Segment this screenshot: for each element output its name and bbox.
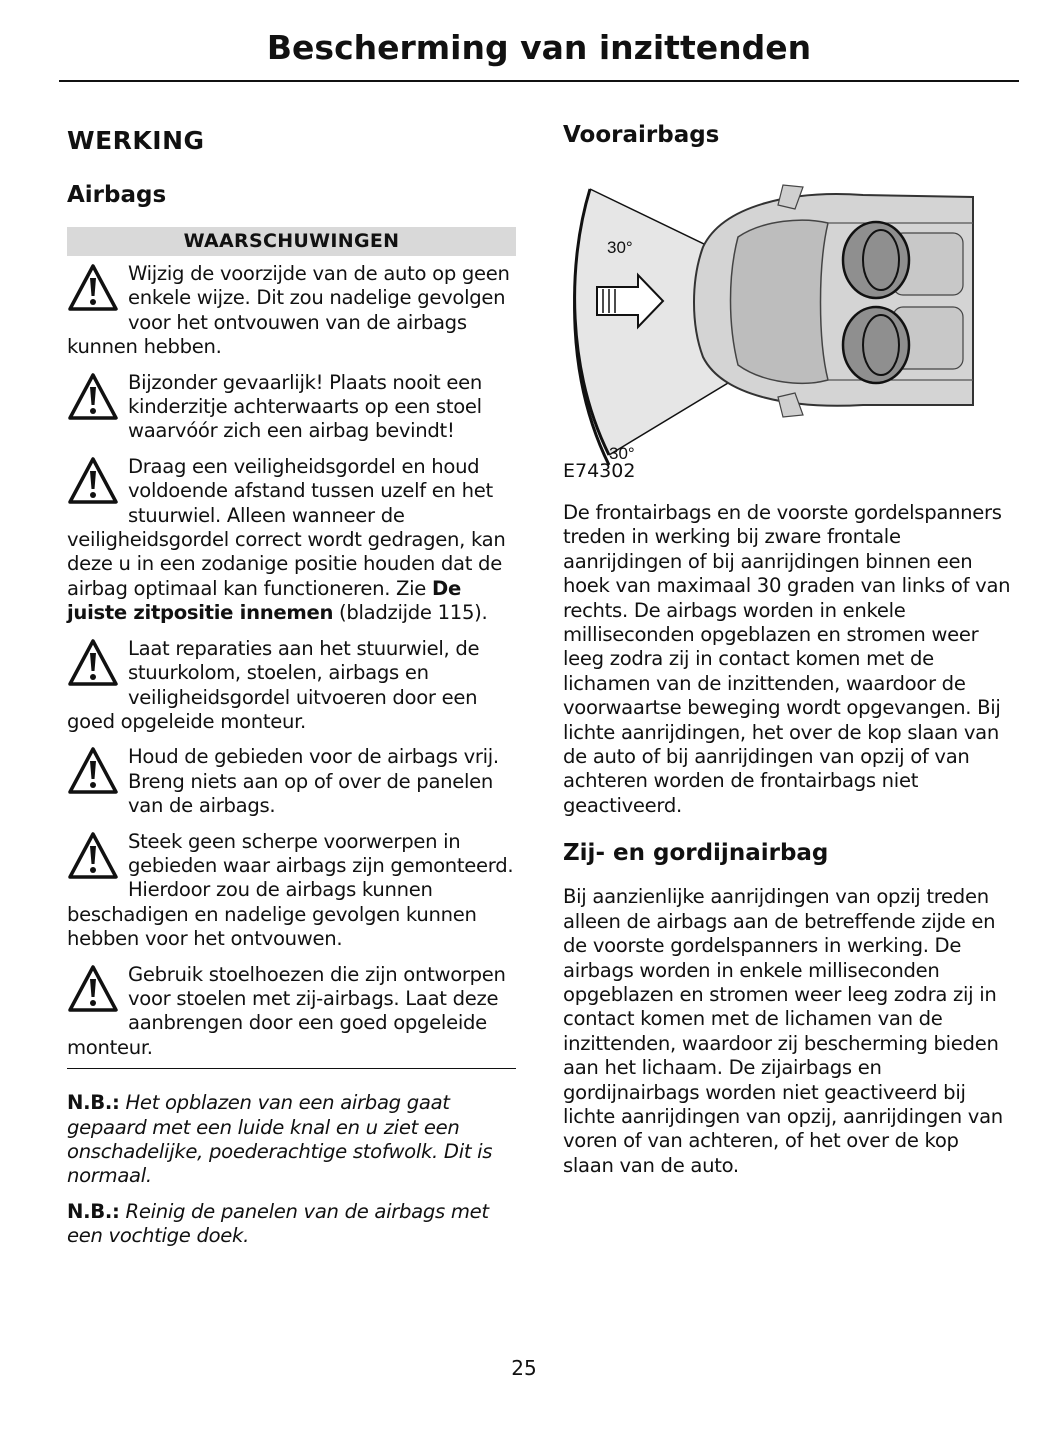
warning-item: Houd de gebieden voor de airbags vrij. Breng niets aan op of over de panelen van de airbags.: [67, 745, 516, 818]
front-airbags-paragraph: De frontairbags en de voorste gordelspanners treden in werking bij zware frontale aanrijdingen of bij aanrijdingen binnen een hoek van maximaal 30 graden van links of van rechts. De airbags worden in enkele milliseconden opgeblazen en stromen weer leeg zodra zij in contact komen met de lichamen van de inzittenden, waardoor de voorwaartse beweging wordt opgevangen. Bij lichte aanrijdingen, het over de kop slaan van de auto of bij aanrijdingen van opzij of van achteren worden de frontairbags niet geactiveerd.: [563, 501, 1011, 817]
warning-triangle-icon: [67, 746, 119, 796]
warning-triangle-icon: [67, 263, 119, 313]
side-curtain-title: Zij- en gordijnairbag: [563, 840, 829, 867]
warning-item: Wijzig de voorzijde van de auto op geen enkele wijze. Dit zou nadelige gevolgen voor het ontvouwen van de airbags kunnen hebben.: [67, 262, 510, 359]
warning-triangle-icon: [67, 964, 119, 1014]
note: N.B.: Het opblazen van een airbag gaat gepaard met een luide knal en u ziet een onschadelijke, poederachtige stofwolk. Dit is normaal.: [67, 1091, 493, 1188]
warning-triangle-icon: [67, 372, 119, 422]
car-top-view-illustration: [563, 165, 973, 463]
section-title: WERKING: [67, 126, 205, 155]
warning-triangle-icon: [67, 831, 119, 881]
warning-item: Laat reparaties aan het stuurwiel, de stuurkolom, stoelen, airbags en veiligheidsgordel uitvoeren door een goed opgeleide monteur.: [67, 636, 480, 733]
side-curtain-paragraph: Bij aanzienlijke aanrijdingen van opzij treden alleen de airbags aan de betreffende zijde en de voorste gordelspanners in werking. De airbags worden in enkele milliseconden opgeblazen en stromen weer leeg zodra zij in contact komen met de lichamen van de inzittenden, waardoor zij bescherming bieden aan het lichaam. De zijairbags en gordijnairbags worden niet geactiveerd bij lichte aanrijdingen van opzij, aanrijdingen van voren of van achteren, of het over de kop slaan van de auto.: [563, 885, 1003, 1177]
warning-triangle-icon: [67, 638, 119, 688]
right-column: [563, 122, 1015, 1178]
warnings-header: WAARSCHUWINGEN: [67, 227, 516, 256]
divider: [67, 1068, 516, 1069]
warning-item: Gebruik stoelhoezen die zijn ontworpen voor stoelen met zij-airbags. Laat deze aanbrengen door een goed opgeleide monteur.: [67, 962, 506, 1059]
cross-reference-link[interactable]: De juiste zitpositie innemen: [67, 576, 461, 625]
front-airbag-diagram: [563, 165, 973, 463]
page-header: [59, 22, 1019, 82]
warning-item: Steek geen scherpe voorwerpen in gebieden waar airbags zijn gemonteerd. Hierdoor zou de airbags kunnen beschadigen en nadelige gevolgen kunnen hebben voor het ontvouwen.: [67, 829, 514, 951]
page-title: Bescherming van inzittenden: [266, 28, 812, 67]
front-airbags-title: Voorairbags: [563, 122, 720, 148]
warning-item: Bijzonder gevaarlijk! Plaats nooit een kinderzitje achterwaarts op een stoel waarvóór zich een airbag bevindt!: [67, 371, 516, 444]
warning-triangle-icon: [67, 456, 119, 506]
figure-code: E74302: [563, 460, 636, 482]
angle-label-bottom: 30°: [609, 444, 635, 463]
page-number: 25: [511, 1356, 537, 1380]
note: N.B.: Reinig de panelen van de airbags met een vochtige doek.: [67, 1199, 489, 1248]
left-column: [67, 118, 516, 1249]
warning-item: Draag een veiligheidsgordel en houd voldoende afstand tussen uzelf en het stuurwiel. Alleen wanneer de veiligheidsgordel correct wordt gedragen, kan deze u in een zodanige positie houden dat de airbag optimaal kan functioneren. Zie De juiste zitpositie innemen (bladzijde 115).: [67, 454, 506, 625]
subsection-title: Airbags: [67, 182, 167, 208]
angle-label-top: 30°: [607, 238, 633, 257]
